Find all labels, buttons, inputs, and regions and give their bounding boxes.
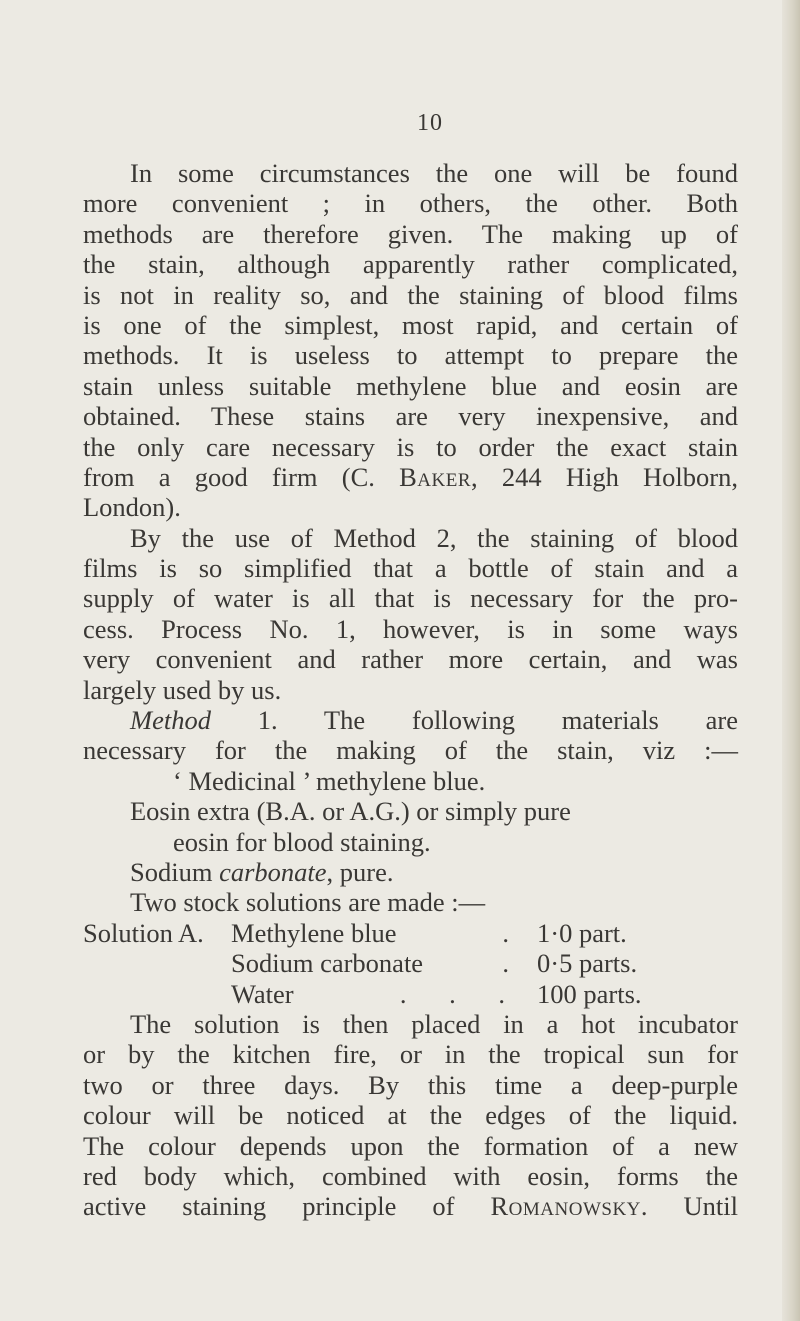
text-line-baker: [83, 462, 738, 492]
author-name: Romanowsky: [490, 1191, 641, 1222]
solution-row: [83, 979, 738, 1009]
ingredient-quantity: 100 parts.: [537, 978, 642, 1009]
material-item: eosin for blood staining.: [173, 826, 431, 857]
author-name: Baker: [399, 461, 472, 492]
ingredient-name: Methylene blue: [231, 917, 397, 948]
text-line: colour will be noticed at the edges of the liquid.: [83, 1100, 738, 1131]
page-body: [83, 158, 738, 1222]
text-line: largely used by us.: [83, 674, 282, 705]
leader-dots: . . .: [399, 978, 523, 1009]
text-line: methods are therefore given. The making up of: [83, 218, 738, 249]
material-item: ‘ Medicinal ’ methylene blue.: [173, 765, 486, 796]
text-line: is not in reality so, and the staining of blood films: [83, 279, 738, 310]
text-line-romanowsky: [83, 1191, 738, 1221]
method-number: 1.: [210, 705, 278, 736]
page-number: 10: [417, 110, 443, 136]
text-line: supply of water is all that is necessary for the pro-: [83, 583, 738, 614]
text-span: . Until: [640, 1191, 739, 1222]
text-span: from a good firm (C.: [83, 461, 375, 492]
text-line: obtained. These stains are very inexpensive, and: [83, 401, 738, 432]
method-label: Method: [130, 705, 211, 736]
solution-label: Solution A.: [83, 917, 204, 948]
solution-row: [83, 918, 738, 948]
text-line: red body which, combined with eosin, forms the: [83, 1160, 738, 1191]
text-span: , 244 High Holborn,: [471, 461, 738, 492]
text-line: In some circumstances the one will be found: [130, 158, 738, 188]
material-item: [83, 857, 738, 887]
leader-dots: .: [502, 917, 523, 948]
text-line: the stain, although apparently rather complicated,: [83, 249, 738, 280]
text-line: very convenient and rather more certain, and was: [83, 644, 738, 675]
ingredient-name: Water: [231, 978, 294, 1009]
text-span: The following materials are: [277, 705, 739, 736]
ingredient-quantity: 1·0 part.: [537, 917, 627, 948]
text-line: London).: [83, 492, 181, 523]
text-line: stain unless suitable methylene blue and eosin are: [83, 370, 738, 401]
text-span: active staining principle of: [83, 1191, 491, 1222]
page-edge: [782, 0, 800, 1321]
text-line: necessary for the making of the stain, viz :—: [83, 735, 738, 766]
method-heading-line: [83, 705, 738, 735]
text-span: , pure.: [326, 856, 394, 887]
text-line: is one of the simplest, most rapid, and certain of: [83, 309, 738, 340]
ingredient-quantity: 0·5 parts.: [537, 948, 638, 979]
text-line: The solution is then placed in a hot incubator: [130, 1008, 738, 1039]
text-line: or by the kitchen fire, or in the tropical sun for: [83, 1039, 738, 1070]
text-line: films is so simplified that a bottle of stain and a: [83, 553, 738, 584]
text-line: more convenient ; in others, the other. Both: [83, 188, 738, 219]
text-span-italic: carbonate: [219, 856, 327, 887]
ingredient-name: Sodium carbonate: [231, 948, 424, 979]
text-line: The colour depends upon the formation of a new: [83, 1130, 738, 1161]
text-line: By the use of Method 2, the staining of blood: [130, 522, 738, 553]
material-item: Eosin extra (B.A. or A.G.) or simply pure: [130, 796, 571, 827]
text-line: cess. Process No. 1, however, is in some ways: [83, 613, 738, 644]
leader-dots: .: [502, 948, 523, 979]
solution-row: [83, 948, 738, 978]
text-span: Sodium: [130, 856, 220, 887]
text-line: methods. It is useless to attempt to prepare the: [83, 340, 738, 371]
text-line: the only care necessary is to order the exact stain: [83, 431, 738, 462]
text-line: two or three days. By this time a deep-purple: [83, 1069, 738, 1100]
text-line: Two stock solutions are made :—: [130, 887, 486, 918]
